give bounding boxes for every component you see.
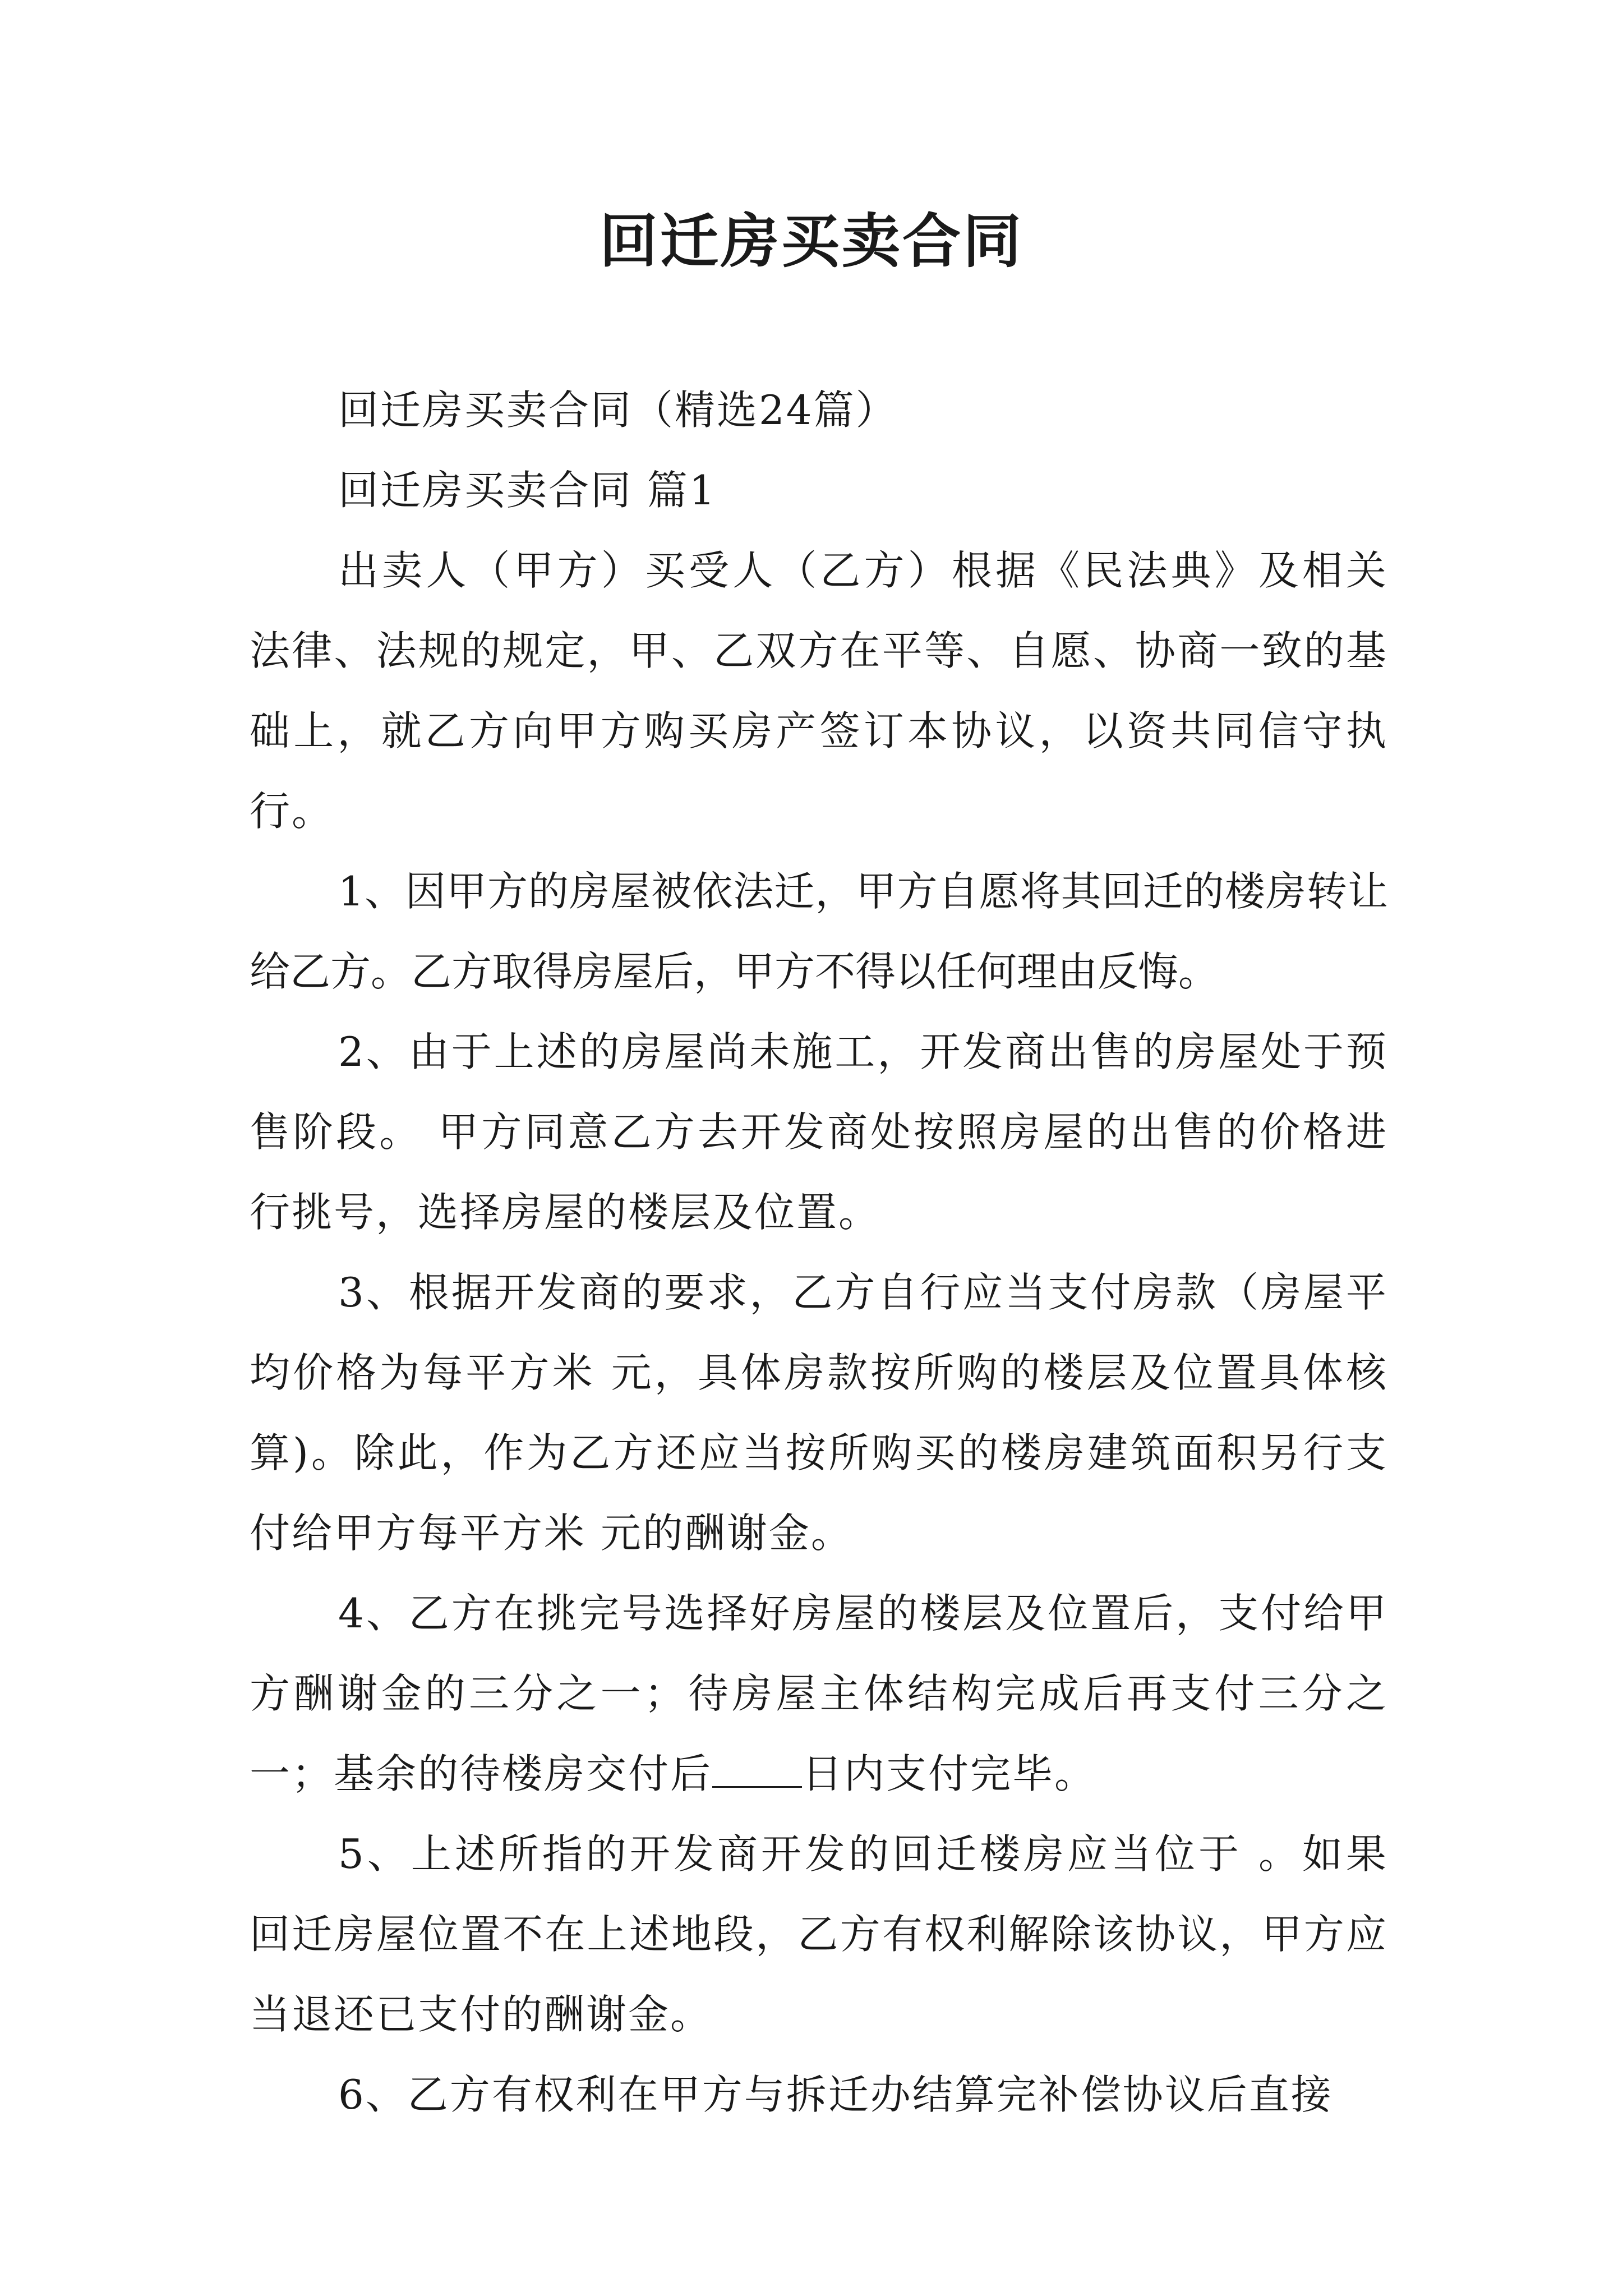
paragraph-3: 3、根据开发商的要求，乙方自行应当支付房款（房屋平均价格为每平方米 元，具体房款按所购的楼层及位置具体核算)。除此，作为乙方还应当按所购买的楼房建筑面积另行支付给甲方每平方米 元的酬谢金。: [250, 1269, 1388, 1557]
paragraph-4: [250, 1573, 1388, 1814]
document-title: 回迁房买卖合同: [599, 206, 1023, 275]
section-heading: 回迁房买卖合同 篇1: [338, 467, 717, 514]
paragraph-1: 1、因甲方的房屋被依法迁，甲方自愿将其回迁的楼房转让给乙方。乙方取得房屋后，甲方不得以任何理由反悔。: [250, 868, 1388, 995]
paragraph-4-text-before-blank: 4、乙方在挑完号选择好房屋的楼层及位置后，支付给甲方酬谢金的三分之一；待房屋主体结构完成后再支付三分之一；基余的待楼房交付后: [250, 1590, 1388, 1797]
paragraph-4-text-after-blank: 日内支付完毕。: [802, 1750, 1097, 1797]
subtitle-line: 回迁房买卖合同（精选24篇）: [338, 386, 898, 434]
paragraph-2: 2、由于上述的房屋尚未施工，开发商出售的房屋处于预售阶段。 甲方同意乙方去开发商处按照房屋的出售的价格进行挑号，选择房屋的楼层及位置。: [250, 1028, 1388, 1236]
document-body: [250, 370, 1388, 2135]
fill-in-blank: [712, 1752, 802, 1788]
paragraph-intro: 出卖人（甲方）买受人（乙方）根据《民法典》及相关法律、法规的规定，甲、乙双方在平等、自愿、协商一致的基础上，就乙方向甲方购买房产签订本协议，以资共同信守执行。: [250, 547, 1388, 835]
paragraph-5: 5、上述所指的开发商开发的回迁楼房应当位于 。如果回迁房屋位置不在上述地段，乙方有权利解除该协议，甲方应当退还已支付的酬谢金。: [250, 1830, 1388, 2038]
paragraph-6: 6、乙方有权利在甲方与拆迁办结算完补偿协议后直接: [338, 2071, 1333, 2118]
